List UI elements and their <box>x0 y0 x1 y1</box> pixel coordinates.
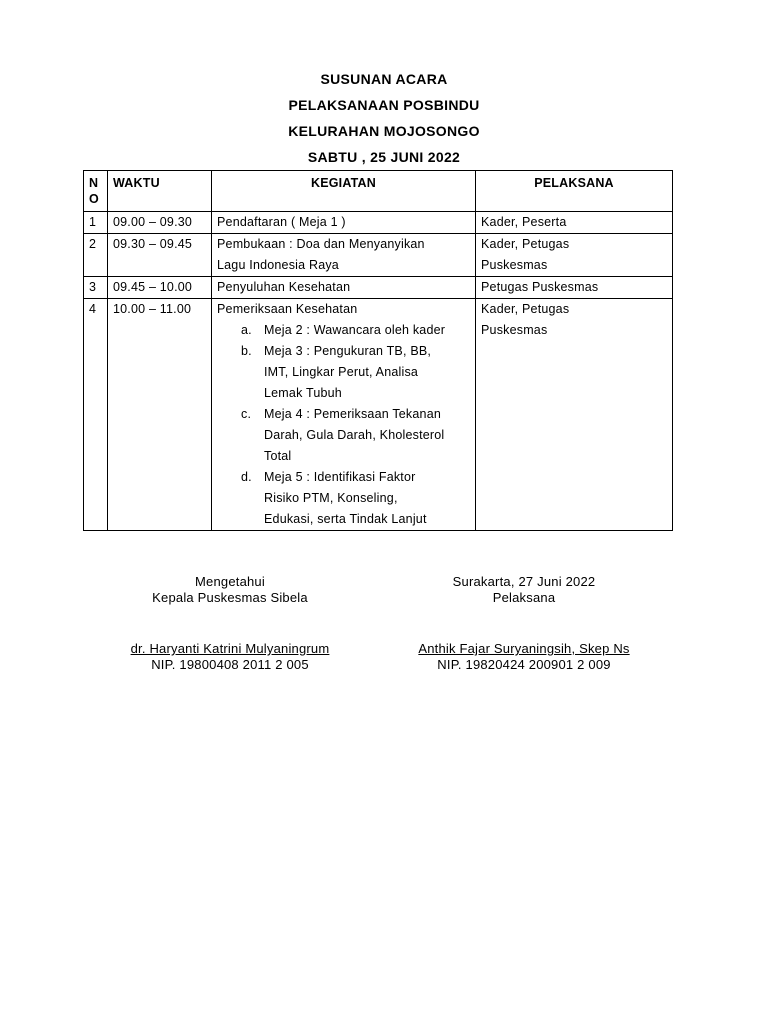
pelaksana-line: Kader, Petugas <box>481 237 570 251</box>
table-row <box>84 299 673 531</box>
table-row <box>84 234 673 277</box>
table-row <box>84 212 673 234</box>
sub-item-line: Edukasi, serta Tindak Lanjut <box>264 512 427 526</box>
row-pelaksana <box>476 299 673 531</box>
sub-item-line: Meja 5 : Identifikasi Faktor <box>264 470 416 484</box>
row-no: 2 <box>84 234 108 277</box>
sub-item-line: Lemak Tubuh <box>264 386 342 400</box>
signature-right <box>374 574 674 673</box>
pelaksana-line: Petugas Puskesmas <box>481 280 599 294</box>
sub-item-letter: b. <box>241 344 252 358</box>
title-line-3: KELURAHAN MOJOSONGO <box>288 123 480 139</box>
row-kegiatan: Penyuluhan Kesehatan <box>212 277 476 299</box>
signature-right-name: Anthik Fajar Suryaningsih, Skep Ns <box>418 641 630 656</box>
kegiatan-line: Pembukaan : Doa dan Menyanyikan <box>217 237 425 251</box>
sub-item-letter: d. <box>241 470 252 484</box>
signature-left-label-2: Kepala Puskesmas Sibela <box>152 590 308 605</box>
signature-right-label-1: Surakarta, 27 Juni 2022 <box>452 574 596 589</box>
sub-item <box>217 341 470 404</box>
schedule-table <box>83 170 673 531</box>
sub-item-line: IMT, Lingkar Perut, Analisa <box>264 365 419 379</box>
row-waktu: 09.45 – 10.00 <box>108 277 212 299</box>
row-no: 4 <box>84 299 108 531</box>
row-waktu: 09.30 – 09.45 <box>108 234 212 277</box>
header-kegiatan: KEGIATAN <box>212 171 476 212</box>
pelaksana-line: Kader, Petugas <box>481 302 570 316</box>
sub-item-list <box>217 320 470 530</box>
row-pelaksana <box>476 234 673 277</box>
sub-item-letter: a. <box>241 323 252 337</box>
row-waktu: 09.00 – 09.30 <box>108 212 212 234</box>
header-no-line-2: O <box>89 192 99 206</box>
title-line-4: SABTU , 25 JUNI 2022 <box>307 149 461 165</box>
sub-item-line: Risiko PTM, Konseling, <box>264 491 398 505</box>
signature-left <box>80 574 380 673</box>
pelaksana-line: Puskesmas <box>481 258 548 272</box>
sub-item-line: Meja 4 : Pemeriksaan Tekanan <box>264 407 441 421</box>
signature-left-label-1: Mengetahui <box>195 574 265 589</box>
signature-right-nip: NIP. 19820424 200901 2 009 <box>437 657 611 672</box>
row-kegiatan <box>212 234 476 277</box>
pelaksana-line: Kader, Peserta <box>481 215 567 229</box>
header-pelaksana: PELAKSANA <box>476 171 673 212</box>
header-no <box>84 171 108 212</box>
table-row <box>84 277 673 299</box>
sub-item-line: Darah, Gula Darah, Kholesterol <box>264 428 445 442</box>
header-waktu: WAKTU <box>108 171 212 212</box>
row-kegiatan <box>212 299 476 531</box>
signature-left-name: dr. Haryanti Katrini Mulyaningrum <box>130 641 330 656</box>
sub-item <box>217 320 470 341</box>
sub-item-line: Meja 3 : Pengukuran TB, BB, <box>264 344 432 358</box>
sub-item-line: Meja 2 : Wawancara oleh kader <box>264 323 446 337</box>
title-line-1: SUSUNAN ACARA <box>320 71 448 87</box>
row-no: 3 <box>84 277 108 299</box>
row-kegiatan: Pendaftaran ( Meja 1 ) <box>212 212 476 234</box>
pelaksana-line: Puskesmas <box>481 323 548 337</box>
header-no-line-1: N <box>89 176 99 190</box>
row-pelaksana <box>476 212 673 234</box>
kegiatan-line: Lagu Indonesia Raya <box>217 258 339 272</box>
kegiatan-main: Pemeriksaan Kesehatan <box>217 302 358 316</box>
sub-item <box>217 467 470 530</box>
row-waktu: 10.00 – 11.00 <box>108 299 212 531</box>
sub-item-letter: c. <box>241 407 252 421</box>
sub-item <box>217 404 470 467</box>
row-no: 1 <box>84 212 108 234</box>
table-header-row <box>84 171 673 212</box>
sub-item-line: Total <box>264 449 292 463</box>
row-pelaksana <box>476 277 673 299</box>
signature-right-label-2: Pelaksana <box>492 590 556 605</box>
title-line-2: PELAKSANAAN POSBINDU <box>288 97 480 113</box>
document-title <box>0 70 768 174</box>
signature-left-nip: NIP. 19800408 2011 2 005 <box>151 657 309 672</box>
